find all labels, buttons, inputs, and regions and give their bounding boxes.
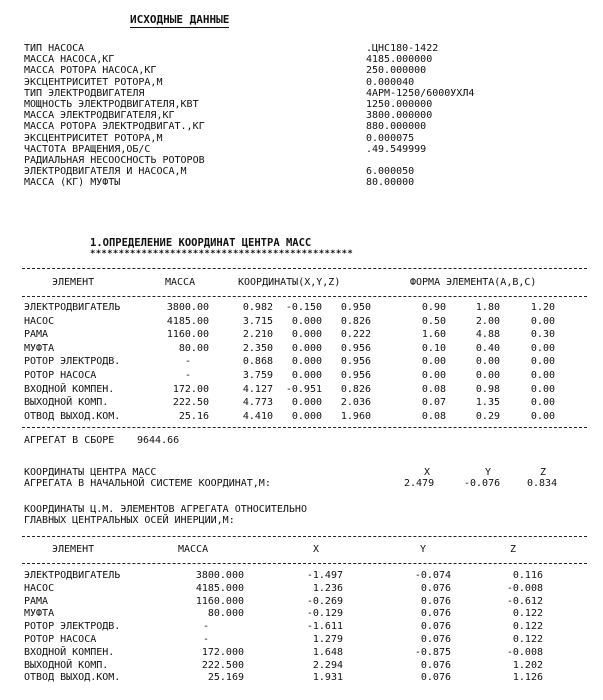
table-cell: 4.127 <box>242 383 273 395</box>
table-cell: 0.00 <box>530 356 555 368</box>
section2-line2: ГЛАВНЫХ ЦЕНТРАЛЬНЫХ ОСЕЙ ИНЕРЦИИ,М: <box>24 515 235 526</box>
param-value: 80.00000 <box>366 177 415 189</box>
table-row <box>0 622 603 633</box>
table2-header-mass: МАССА <box>178 544 209 555</box>
table1-header <box>0 278 603 289</box>
param-value: 880.000000 <box>366 121 427 133</box>
table-cell: НАСОС <box>24 582 55 594</box>
table-cell: -1.611 <box>306 621 343 633</box>
table2-header-element: ЭЛЕМЕНТ <box>52 544 95 555</box>
param-label: МАССА РОТОРА ЭЛЕКТРОДВИГАТ.,КГ <box>24 121 205 133</box>
table-cell: ЭЛЕКТРОДВИГАТЕЛЬ <box>24 570 121 581</box>
table-row <box>0 317 603 328</box>
table-cell: ВХОДНОЙ КОМПЕН. <box>24 646 115 658</box>
table-cell: -0.269 <box>306 595 343 607</box>
table-cell: 0.122 <box>512 621 543 633</box>
param-label: МАССА НАСОСА,КГ <box>24 54 115 66</box>
table-row <box>0 371 603 382</box>
table-cell: 0.40 <box>475 342 500 354</box>
table-cell: 0.956 <box>340 370 371 381</box>
table-cell: 1.202 <box>512 659 543 671</box>
table-cell: ОТВОД ВЫХОД.КОМ. <box>24 410 121 422</box>
table-cell: 0.00 <box>530 410 555 422</box>
table-cell: 0.30 <box>530 329 555 341</box>
table-cell: 1160.00 <box>166 329 209 341</box>
table-cell: 0.000 <box>291 342 322 354</box>
table-cell: 0.950 <box>340 302 371 313</box>
table2-top-rule <box>22 536 587 537</box>
table-row <box>0 398 603 409</box>
center-z-label: Z <box>540 467 547 478</box>
table-cell: 0.00 <box>421 356 446 368</box>
table-cell: 0.00 <box>530 397 555 409</box>
table-cell: 0.956 <box>340 356 371 368</box>
center-y-label: Y <box>485 467 492 478</box>
param-label: МАССА РОТОРА НАСОСА,КГ <box>24 65 157 77</box>
table-row <box>0 584 603 595</box>
table-cell: 0.00 <box>475 370 500 381</box>
table-cell: 0.122 <box>512 608 543 620</box>
table-cell: 4185.000 <box>195 582 244 594</box>
table-cell: -0.612 <box>506 595 543 607</box>
table-cell: 4185.00 <box>166 315 209 327</box>
table-cell: 0.122 <box>512 634 543 645</box>
table2-header-z: Z <box>510 544 517 555</box>
table-cell: -1.497 <box>306 570 343 581</box>
table1-bottom-rule <box>22 427 587 428</box>
param-label: ЭЛЕКТРОДВИГАТЕЛЯ И НАСОСА,М <box>24 166 187 178</box>
table-cell: МУФТА <box>24 342 55 354</box>
table-cell: 0.076 <box>420 608 451 620</box>
table-cell: 1.648 <box>312 646 343 658</box>
table-cell: ВЫХОДНОЙ КОМП. <box>24 397 109 409</box>
table-row <box>0 635 603 646</box>
table-cell: ЭЛЕКТРОДВИГАТЕЛЬ <box>24 302 121 313</box>
table-cell: 1.126 <box>512 672 543 684</box>
aggregate-value: 9644.66 <box>137 435 180 446</box>
page-title: ИСХОДНЫЕ ДАННЫЕ <box>130 13 230 26</box>
table-cell: 0.00 <box>530 315 555 327</box>
center-z-value: 0.834 <box>527 478 558 489</box>
table-cell: 0.29 <box>475 410 500 422</box>
aggregate-label: АГРЕГАТ В СБОРЕ <box>24 435 115 446</box>
table1-header-rule <box>22 296 587 297</box>
table-cell: 0.07 <box>421 397 446 409</box>
param-value: 1250.000000 <box>366 99 433 110</box>
table-cell: 0.000 <box>291 397 322 409</box>
table-cell: 0.076 <box>420 634 451 645</box>
table-row <box>0 303 603 314</box>
param-value: 3800.000000 <box>366 110 433 122</box>
table-cell: НАСОС <box>24 315 55 327</box>
table-cell: 0.076 <box>420 672 451 684</box>
table-cell: 0.50 <box>421 315 446 327</box>
param-label: ЭКСЦЕНТРИСИТЕТ РОТОРА,М <box>24 132 163 144</box>
table-cell: 4.773 <box>242 397 273 409</box>
table1-header-mass: МАССА <box>165 277 196 288</box>
table-cell: 1.236 <box>312 582 343 594</box>
table-cell: 4.410 <box>242 410 273 422</box>
table-cell: 0.08 <box>421 383 446 395</box>
center-y-value: -0.076 <box>464 478 501 489</box>
table1-header-coords: КООРДИНАТЫ(X,Y,Z) <box>238 277 341 288</box>
table-cell: 0.076 <box>420 659 451 671</box>
center-x-value: 2.479 <box>404 478 435 489</box>
table-cell: 0.000 <box>291 410 322 422</box>
table-cell: 1160.000 <box>195 595 244 607</box>
table-cell: 0.00 <box>421 370 446 381</box>
table-cell: 2.350 <box>242 342 273 354</box>
table1-header-element: ЭЛЕМЕНТ <box>52 277 95 288</box>
center-line2: АГРЕГАТА В НАЧАЛЬНОЙ СИСТЕМЕ КООРДИНАТ,М: <box>24 478 271 489</box>
table-cell: 222.50 <box>172 397 209 409</box>
table-cell: 0.826 <box>340 383 371 395</box>
table-cell: 172.00 <box>172 383 209 395</box>
table-cell: РОТОР ЭЛЕКТРОДВ. <box>24 356 121 368</box>
table-cell: 1.279 <box>312 634 343 645</box>
table-cell: 0.982 <box>242 302 273 313</box>
table-cell: МУФТА <box>24 608 55 620</box>
table-cell: 0.00 <box>530 342 555 354</box>
param-label: РАДИАЛЬНАЯ НЕСООСНОСТЬ РОТОРОВ <box>24 155 205 166</box>
param-value: 6.000050 <box>366 166 415 178</box>
table-cell: 0.98 <box>475 383 500 395</box>
table-cell: - <box>203 634 210 645</box>
center-x-label: X <box>424 467 431 478</box>
table-cell: 25.169 <box>207 672 244 684</box>
table-row <box>0 648 603 659</box>
table-cell: 0.000 <box>291 329 322 341</box>
table-cell: 3800.00 <box>166 302 209 313</box>
table-cell: 172.000 <box>201 646 244 658</box>
center-line1: КООРДИНАТЫ ЦЕНТРА МАСС <box>24 467 157 478</box>
table-cell: 1.80 <box>475 302 500 313</box>
table-cell: 2.00 <box>475 315 500 327</box>
param-label: ТИП ЭЛЕКТРОДВИГАТЕЛЯ <box>24 87 145 99</box>
param-value: 250.000000 <box>366 65 427 77</box>
table-cell: 1.35 <box>475 397 500 409</box>
section1-underline: ********************************************** <box>90 249 354 259</box>
param-value: 0.000040 <box>366 76 415 88</box>
param-value: .49.549999 <box>366 143 427 155</box>
table-row <box>0 385 603 396</box>
table-cell: 2.210 <box>242 329 273 341</box>
table-cell: 1.20 <box>530 302 555 313</box>
table-row <box>0 571 603 582</box>
table1-top-rule <box>22 268 587 269</box>
table-cell: -0.875 <box>414 646 451 658</box>
table-cell: 3800.000 <box>195 570 244 581</box>
table-cell: 3.715 <box>242 315 273 327</box>
table-cell: 0.000 <box>291 356 322 368</box>
table-row <box>0 412 603 423</box>
table-cell: -0.074 <box>414 570 451 581</box>
param-label: ТИП НАСОСА <box>24 43 85 54</box>
table-cell: - <box>203 621 210 633</box>
table-cell: 0.90 <box>421 302 446 313</box>
param-value: 4185.000000 <box>366 54 433 66</box>
table-cell: 3.759 <box>242 370 273 381</box>
table-cell: РОТОР НАСОСА <box>24 634 97 645</box>
table-cell: 0.076 <box>420 621 451 633</box>
param-label: ЧАСТОТА ВРАЩЕНИЯ,ОБ/С <box>24 143 151 155</box>
table-cell: 0.956 <box>340 342 371 354</box>
table-row <box>0 609 603 620</box>
param-value: 4АРМ-1250/6000УХЛ4 <box>366 87 475 99</box>
table-cell: 0.00 <box>530 370 555 381</box>
table-cell: 1.931 <box>312 672 343 684</box>
table-cell: 2.036 <box>340 397 371 409</box>
param-label: МОЩНОСТЬ ЭЛЕКТРОДВИГАТЕЛЯ,КВТ <box>24 99 199 110</box>
table-cell: - <box>185 356 192 368</box>
param-value: 0.000075 <box>366 132 415 144</box>
table-row <box>0 661 603 672</box>
table-cell: -0.008 <box>506 582 543 594</box>
table-row <box>0 357 603 368</box>
table-cell: 80.00 <box>178 342 209 354</box>
table2-header-x: X <box>313 544 320 555</box>
table-cell: 0.076 <box>420 582 451 594</box>
table-cell: 2.294 <box>312 659 343 671</box>
table1-header-shape: ФОРМА ЭЛЕМЕНТА(A,B,C) <box>410 277 537 288</box>
table2-header <box>0 545 603 556</box>
param-label: ЭКСЦЕНТРИСИТЕТ РОТОРА,М <box>24 76 163 88</box>
table-cell: 4.88 <box>475 329 500 341</box>
table-cell: ВЫХОДНОЙ КОМП. <box>24 659 109 671</box>
param-label: МАССА ЭЛЕКТРОДВИГАТЕЛЯ,КГ <box>24 110 175 122</box>
table2-header-y: Y <box>420 544 427 555</box>
table-cell: 0.00 <box>475 356 500 368</box>
table-cell: 0.076 <box>420 595 451 607</box>
table-row <box>0 597 603 608</box>
table-cell: 25.16 <box>178 410 209 422</box>
table-cell: ВХОДНОЙ КОМПЕН. <box>24 383 115 395</box>
table-cell: - <box>185 370 192 381</box>
table-row <box>0 344 603 355</box>
table-cell: РАМА <box>24 329 49 341</box>
table-cell: 0.116 <box>512 570 543 581</box>
table-cell: РОТОР НАСОСА <box>24 370 97 381</box>
table-cell: 222.500 <box>201 659 244 671</box>
table-cell: РОТОР ЭЛЕКТРОДВ. <box>24 621 121 633</box>
section2-line1: КООРДИНАТЫ Ц.М. ЭЛЕМЕНТОВ АГРЕГАТА ОТНОСИТЕЛЬНО <box>24 504 307 515</box>
table-cell: -0.951 <box>285 383 322 395</box>
table-row <box>0 330 603 341</box>
table-cell: 0.08 <box>421 410 446 422</box>
table-row <box>0 673 603 684</box>
table-cell: 0.000 <box>291 315 322 327</box>
table-cell: 0.10 <box>421 342 446 354</box>
section1-title: 1.ОПРЕДЕЛЕНИЕ КООРДИНАТ ЦЕНТРА МАСС <box>90 237 312 249</box>
table-cell: 80.000 <box>207 608 244 620</box>
table-cell: 1.60 <box>421 329 446 341</box>
table-cell: -0.150 <box>285 302 322 313</box>
param-label: МАССА (КГ) МУФТЫ <box>24 177 121 189</box>
table-cell: -0.008 <box>506 646 543 658</box>
table-cell: 0.826 <box>340 315 371 327</box>
table-cell: 1.960 <box>340 410 371 422</box>
table-cell: ОТВОД ВЫХОД.КОМ. <box>24 672 121 684</box>
table2-header-rule <box>22 563 587 564</box>
param-value: .ЦНС180-1422 <box>366 43 439 54</box>
table-cell: РАМА <box>24 595 49 607</box>
table-cell: 0.00 <box>530 383 555 395</box>
table-cell: 0.222 <box>340 329 371 341</box>
table-cell: -0.129 <box>306 608 343 620</box>
table-cell: 0.000 <box>291 370 322 381</box>
table-cell: 0.868 <box>242 356 273 368</box>
